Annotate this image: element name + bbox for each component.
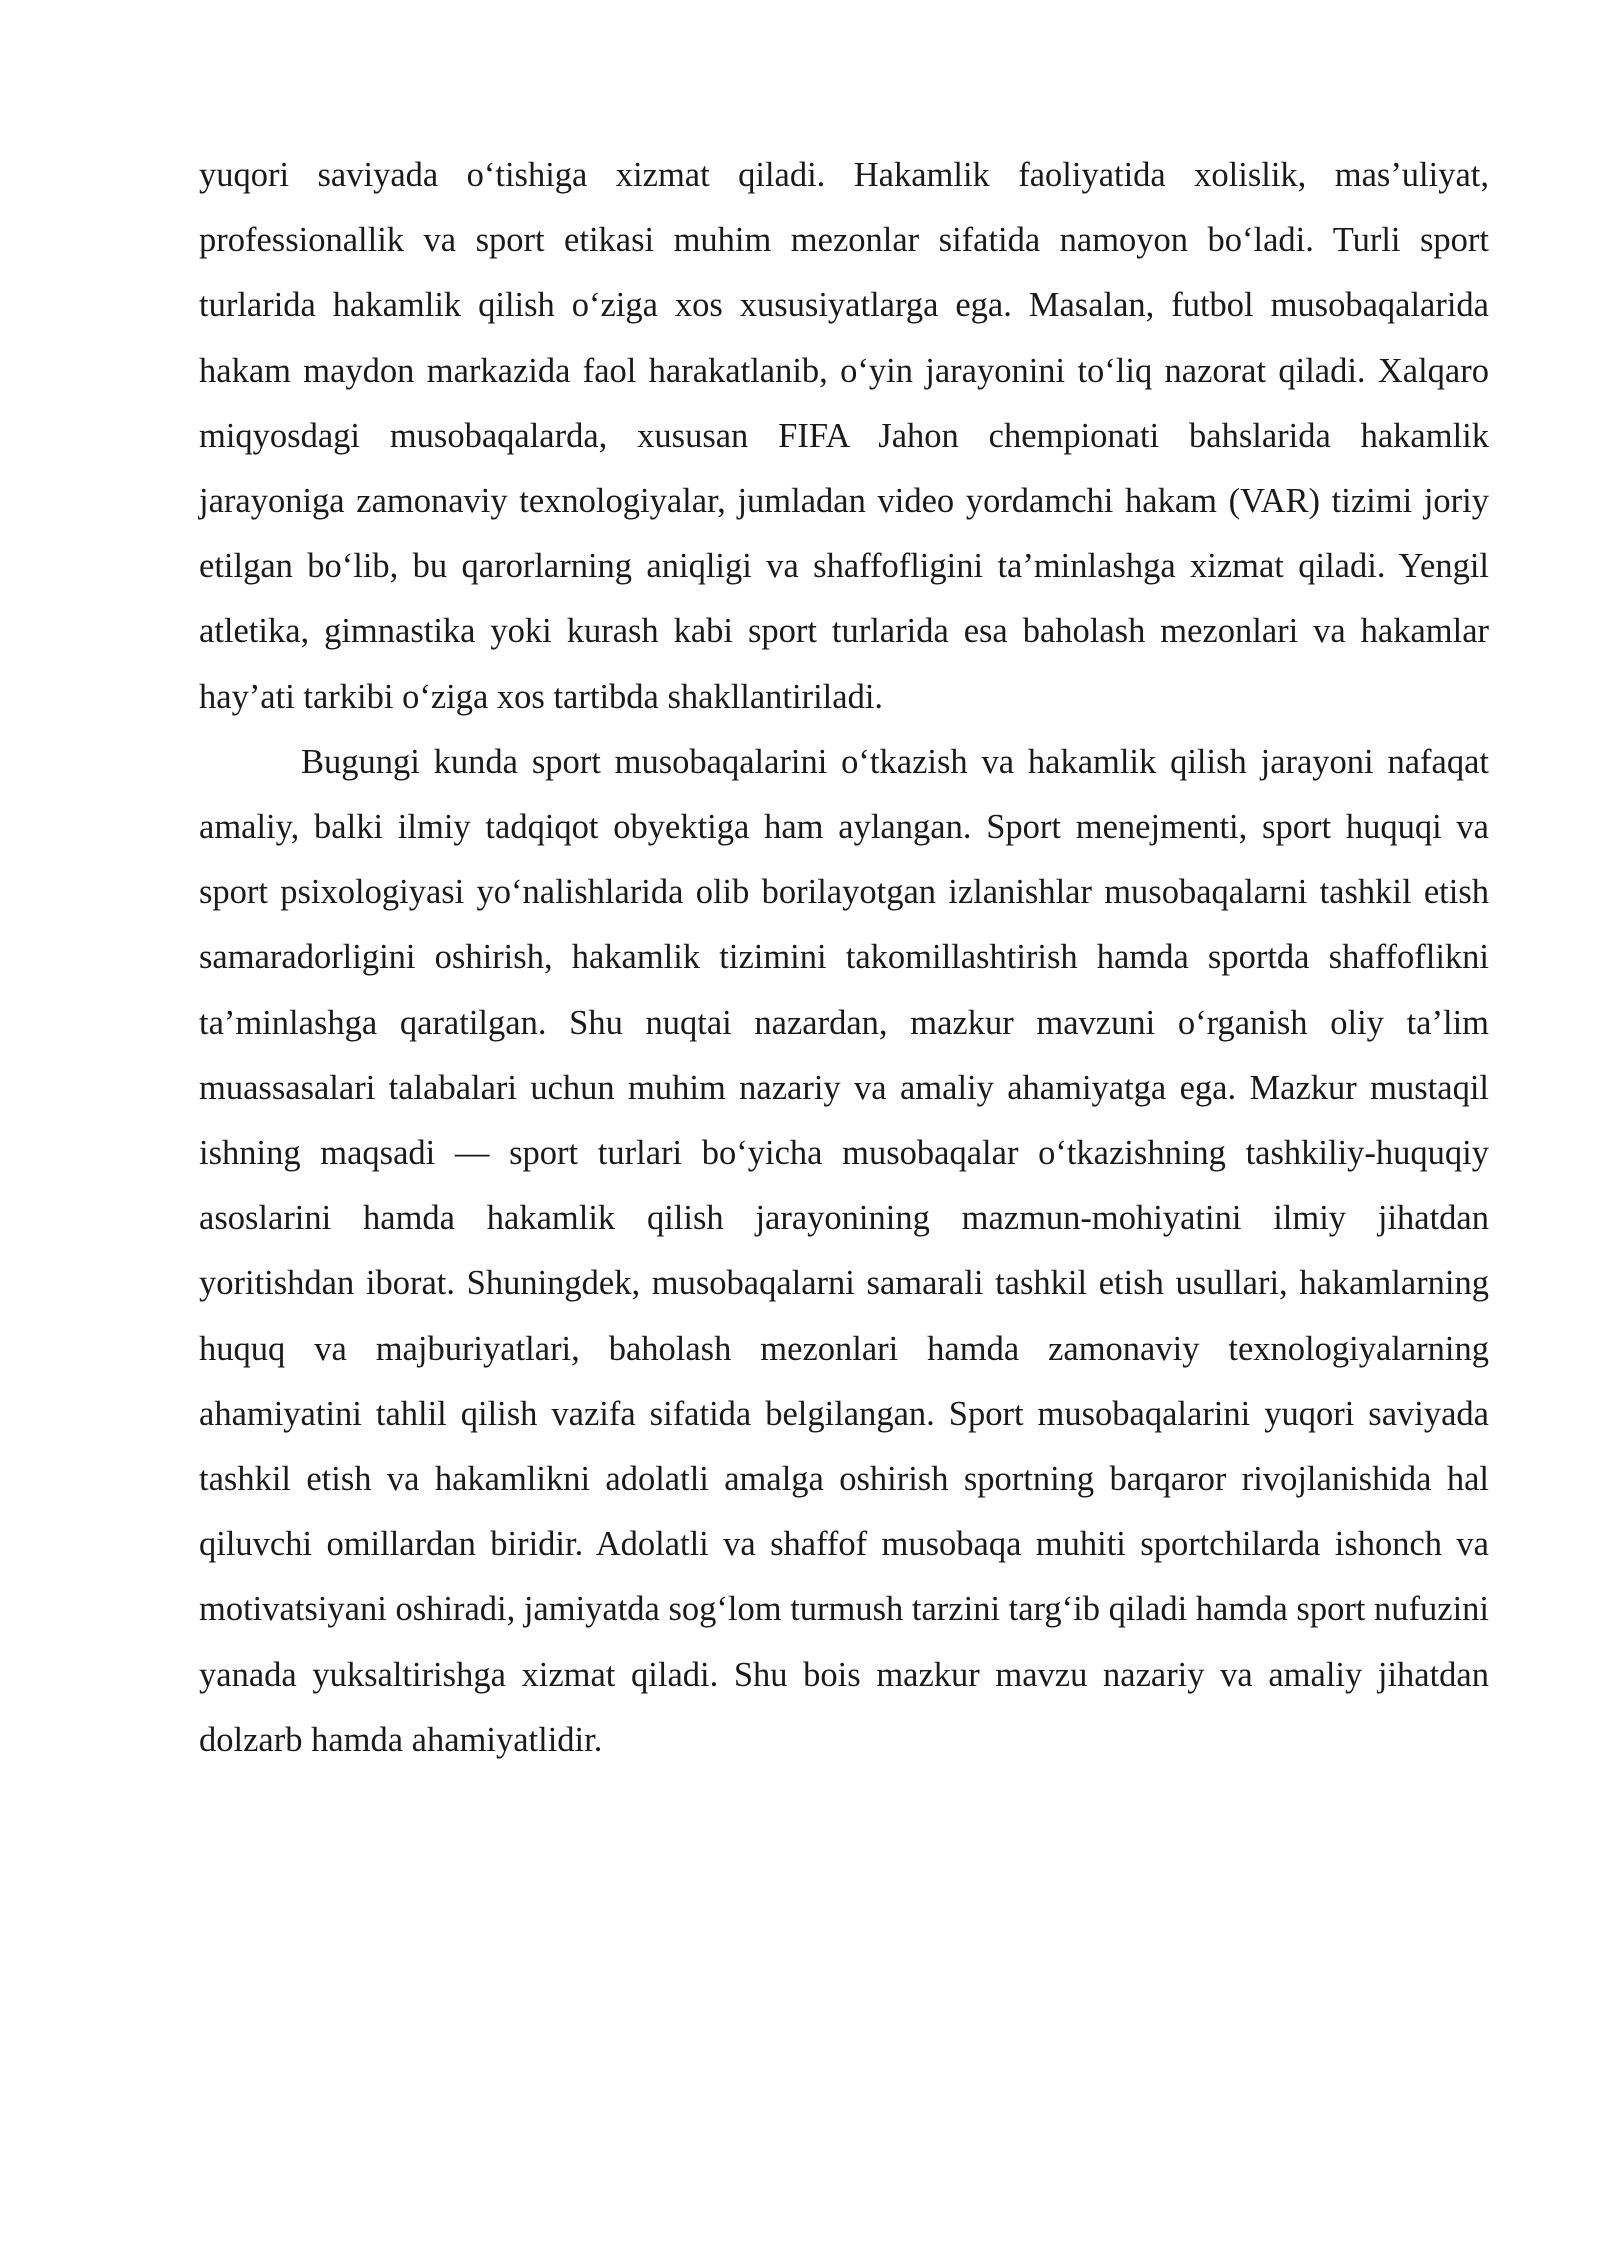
paragraph-continuation: yuqori saviyada o‘tishiga xizmat qiladi. Hakamlik faoliyatida xolislik, mas’uliyat, professionallik va sport etikasi muhim mezonlar sifatida namoyon bo‘ladi. Turli sport turlarida hakamlik qilish o‘ziga xos xususiyatlarga ega. Masalan, futbol musobaqalarida hakam maydon markazida faol harakatlanib, o‘yin jarayonini to‘liq nazorat qiladi. Xalqaro miqyosdagi musobaqalarda, xususan FIFA Jahon chempionati bahslarida hakamlik jarayoniga zamonaviy texnologiyalar, jumladan video yordamchi hakam (VAR) tizimi joriy etilgan bo‘lib, bu qarorlarning aniqligi va shaffofligini ta’minlashga xizmat qiladi. Yengil atletika, gimnastika yoki kurash kabi sport turlarida esa baholash mezonlari va hakamlar hay’ati tarkibi o‘ziga xos tartibda shakllantiriladi. [199,156,1489,716]
paragraph-main: Bugungi kunda sport musobaqalarini o‘tkazish va hakamlik qilish jarayoni nafaqat amaliy, balki ilmiy tadqiqot obyektiga ham aylangan. Sport menejmenti, sport huquqi va sport psixologiyasi yo‘nalishlarida olib borilayotgan izlanishlar musobaqalarni tashkil etish samaradorligini oshirish, hakamlik tizimini takomillashtirish hamda sportda shaffoflikni ta’minlashga qaratilgan. Shu nuqtai nazardan, mazkur mavzuni o‘rganish oliy ta’lim muassasalari talabalari uchun muhim nazariy va amaliy ahamiyatga ega. Mazkur mustaqil ishning maqsadi — sport turlari bo‘yicha musobaqalar o‘tkazishning tashkiliy-huquqiy asoslarini hamda hakamlik qilish jarayonining mazmun-mohiyatini ilmiy jihatdan yoritishdan iborat. Shuningdek, musobaqalarni samarali tashkil etish usullari, hakamlarning huquq va majburiyatlari, baholash mezonlari hamda zamonaviy texnologiyalarning ahamiyatini tahlil qilish vazifa sifatida belgilangan. Sport musobaqalarini yuqori saviyada tashkil etish va hakamlikni adolatli amalga oshirish sportning barqaror rivojlanishida hal qiluvchi omillardan biridir. Adolatli va shaffof musobaqa muhiti sportchilarda ishonch va motivatsiyani oshiradi, jamiyatda sog‘lom turmush tarzini targ‘ib qiladi hamda sport nufuzini yanada yuksaltirishga xizmat qiladi. Shu bois mazkur mavzu nazariy va amaliy jihatdan dolzarb hamda ahamiyatlidir. [199,742,1489,1759]
document-body [199,143,1489,1773]
